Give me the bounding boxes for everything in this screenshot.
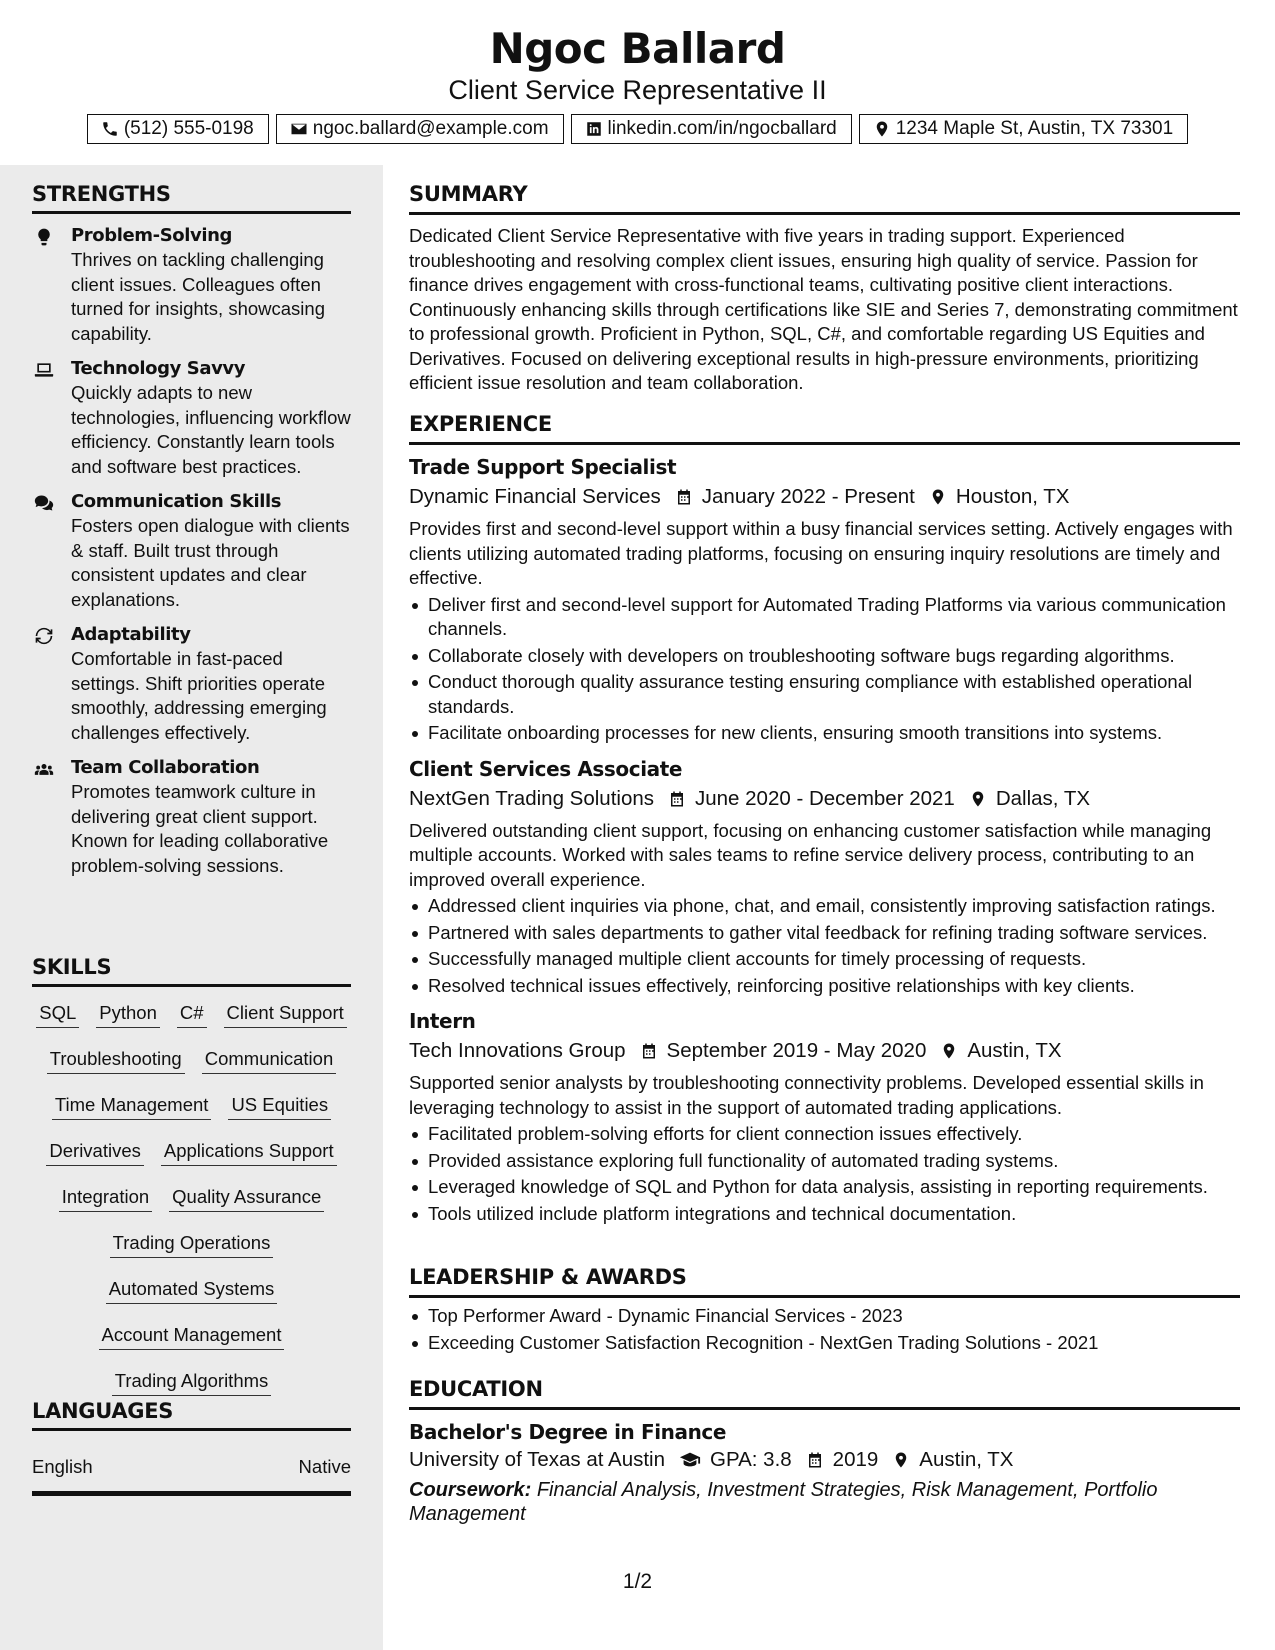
language-level: Native [298, 1456, 351, 1477]
candidate-name: Ngoc Ballard [489, 24, 786, 73]
contact-linkedin[interactable] [571, 114, 852, 144]
job-location: Houston, TX [955, 485, 1070, 508]
skill-tag: US Equities [228, 1093, 331, 1120]
job-bullets [409, 894, 1240, 998]
strength-desc: Quickly adapts to new technologies, influencing workflow efficiency. Constantly learn tools and software best practices. [71, 382, 351, 477]
job-meta [409, 1037, 1240, 1065]
job-entry [409, 756, 1240, 999]
awards-heading: LEADERSHIP & AWARDS [409, 1264, 1240, 1298]
languages-section [32, 1398, 351, 1496]
skills-section [32, 954, 351, 1415]
list-item: Leveraged knowledge of SQL and Python for data analysis, assisting in reporting requirements. [409, 1175, 1240, 1200]
job-company: NextGen Trading Solutions [409, 786, 654, 810]
job-dates: June 2020 - December 2021 [695, 786, 955, 810]
skill-tag: Trading Operations [110, 1231, 274, 1258]
list-item: Facilitate onboarding processes for new clients, ensuring smooth transitions into systems. [409, 721, 1240, 746]
job-dates: September 2019 - May 2020 [666, 1039, 927, 1062]
sidebar [0, 165, 383, 1650]
sync-icon [32, 625, 56, 647]
strength-desc: Promotes teamwork culture in delivering great client support. Known for leading collaborative problem-solving sessions. [71, 781, 329, 876]
gpa: GPA: 3.8 [710, 1448, 792, 1471]
summary-section [409, 181, 1240, 396]
coursework-label: Coursework: [409, 1479, 532, 1501]
job-location: Dallas, TX [995, 786, 1091, 810]
list-item: Conduct thorough quality assurance testing ensuring compliance with established operational standards. [409, 670, 1240, 719]
list-item: Collaborate closely with developers on troubleshooting software bugs regarding algorithms. [409, 644, 1240, 669]
strength-title: Problem-Solving [71, 225, 233, 246]
language-row [32, 1455, 351, 1496]
map-pin-icon [928, 486, 948, 508]
job-description: Delivered outstanding client support, focusing on enhancing customer satisfaction while managing multiple accounts. Worked with sales teams to refine service delivery process, contributing to an improved overall experience. [409, 819, 1212, 890]
strength-title: Technology Savvy [71, 358, 246, 379]
contact-linkedin-text: linkedin.com/in/ngocballard [607, 118, 837, 139]
map-pin-icon [968, 788, 988, 810]
laptop-icon [32, 359, 56, 381]
job-entry-title: Client Services Associate [409, 756, 683, 781]
skill-tag: SQL [36, 1001, 79, 1028]
resume-header [0, 0, 1275, 165]
job-bullets [409, 1122, 1240, 1226]
strength-desc: Comfortable in fast-paced settings. Shift priorities operate smoothly, addressing emerging challenges effectively. [71, 648, 327, 743]
job-meta [409, 785, 1240, 813]
strength-title: Team Collaboration [71, 757, 260, 778]
list-item: Deliver first and second-level support for Automated Trading Platforms via various communication channels. [409, 593, 1240, 642]
graduation-cap-icon [678, 1449, 702, 1471]
strength-item [32, 490, 351, 612]
job-meta [409, 483, 1240, 511]
strength-item [32, 623, 351, 745]
education-section [409, 1376, 1240, 1526]
lightbulb-icon [32, 226, 56, 248]
contact-bar [0, 114, 1275, 144]
strength-desc: Thrives on tackling challenging client issues. Colleagues often turned for insights, showcasing capability. [71, 249, 325, 344]
strengths-section [32, 181, 351, 878]
coursework [409, 1478, 1240, 1526]
skill-tag: Python [96, 1001, 160, 1028]
strength-title: Communication Skills [71, 491, 282, 512]
strength-desc: Fosters open dialogue with clients & staff. Built trust through consistent updates and clear explanations. [71, 515, 350, 610]
education-heading: EDUCATION [409, 1376, 1240, 1410]
job-entry [409, 454, 1240, 746]
skill-tag: Integration [59, 1185, 152, 1212]
strength-item [32, 357, 351, 479]
comments-icon [32, 492, 56, 514]
skill-tag: Automated Systems [106, 1277, 278, 1304]
job-company: Dynamic Financial Services [409, 485, 661, 508]
envelope-icon [289, 119, 309, 139]
contact-phone[interactable] [87, 114, 269, 144]
experience-heading: EXPERIENCE [409, 411, 1240, 445]
map-pin-icon [939, 1040, 959, 1062]
linkedin-icon [584, 119, 604, 139]
map-pin-icon [872, 119, 892, 139]
contact-phone-text: (512) 555-0198 [123, 118, 254, 139]
calendar-icon [674, 486, 694, 508]
list-item: Provided assistance exploring full functionality of automated trading systems. [409, 1149, 1240, 1174]
strength-item [32, 224, 351, 346]
list-item: Successfully managed multiple client accounts for timely processing of requests. [409, 947, 1240, 972]
skill-tag: C# [177, 1001, 207, 1028]
calendar-icon [639, 1040, 659, 1062]
calendar-icon [667, 788, 687, 810]
map-pin-icon [891, 1449, 911, 1471]
list-item: Partnered with sales departments to gather vital feedback for refining trading software services. [409, 921, 1240, 946]
summary-heading: SUMMARY [409, 181, 1240, 215]
strength-title: Adaptability [71, 624, 191, 645]
job-title: Client Service Representative II [448, 75, 827, 105]
job-bullets [409, 593, 1240, 746]
skill-tag: Troubleshooting [47, 1047, 185, 1074]
skill-tag: Derivatives [46, 1139, 144, 1166]
list-item: Addressed client inquiries via phone, chat, and email, consistently improving satisfaction ratings. [409, 894, 1240, 919]
school-location: Austin, TX [919, 1448, 1014, 1471]
calendar-icon [805, 1449, 825, 1471]
language-name: English [32, 1456, 93, 1477]
skill-tag: Client Support [224, 1001, 347, 1028]
list-item: Resolved technical issues effectively, reinforcing positive relationships with key clients. [409, 974, 1240, 999]
contact-email-text: ngoc.ballard@example.com [312, 118, 549, 139]
skill-tag: Trading Algorithms [112, 1369, 272, 1396]
strengths-heading: STRENGTHS [32, 181, 351, 214]
job-entry-title: Intern [409, 1009, 476, 1033]
job-dates: January 2022 - Present [701, 485, 915, 508]
job-entry-title: Trade Support Specialist [409, 455, 677, 479]
skill-tag: Quality Assurance [169, 1185, 324, 1212]
contact-address [859, 114, 1188, 144]
job-description: Provides first and second-level support within a busy financial services setting. Actively engages with clients utilizing automated trading platforms, focusing on ensuring inquiry resolutions are timely and effective. [409, 518, 1233, 588]
contact-email[interactable] [276, 114, 564, 144]
awards-section [409, 1264, 1240, 1355]
job-entry [409, 1008, 1240, 1226]
coursework-text: Financial Analysis, Investment Strategies, Risk Management, Portfolio Management [409, 1479, 1158, 1525]
school-name: University of Texas at Austin [409, 1448, 665, 1471]
experience-section [409, 411, 1240, 1226]
education-meta [409, 1446, 1240, 1474]
phone-icon [100, 119, 120, 139]
skill-tag: Communication [202, 1047, 337, 1074]
skills-list [32, 1001, 351, 1415]
page-number: 1/2 [622, 1570, 653, 1593]
list-item: Tools utilized include platform integrations and technical documentation. [409, 1202, 1240, 1227]
skill-tag: Applications Support [161, 1139, 337, 1166]
job-company: Tech Innovations Group [409, 1039, 626, 1062]
strength-item [32, 756, 351, 878]
awards-list [409, 1304, 1240, 1355]
graduation-year: 2019 [832, 1448, 879, 1471]
skills-heading: SKILLS [32, 954, 351, 987]
users-icon [32, 758, 56, 780]
list-item: Exceeding Customer Satisfaction Recognition - NextGen Trading Solutions - 2021 [409, 1331, 1240, 1356]
degree-title: Bachelor's Degree in Finance [409, 1420, 727, 1444]
job-location: Austin, TX [967, 1039, 1062, 1062]
skill-tag: Time Management [52, 1093, 212, 1120]
job-description: Supported senior analysts by troubleshooting connectivity problems. Developed essential skills in leveraging technology to assist in the support of automated trading applications. [409, 1072, 1204, 1118]
languages-heading: LANGUAGES [32, 1398, 351, 1431]
summary-text: Dedicated Client Service Representative with five years in trading support. Experienced troubleshooting and resolving complex client issues, ensuring high quality of service. Passion for finance drives engagement with cross-functional teams, cultivating positive client interactions. Continuously enhancing skills through certifications like SIE and Series 7, demonstrating commitment to professional growth. Proficient in Python, SQL, C#, and comfortable regarding US Equities and Derivatives. Focused on delivering exceptional results in high-pressure environments, prioritizing efficient issue resolution and team collaboration. [409, 225, 1238, 393]
list-item: Top Performer Award - Dynamic Financial Services - 2023 [409, 1304, 1240, 1329]
skill-tag: Account Management [99, 1323, 285, 1350]
list-item: Facilitated problem-solving efforts for client connection issues effectively. [409, 1122, 1240, 1147]
contact-address-text: 1234 Maple St, Austin, TX 73301 [895, 118, 1174, 139]
